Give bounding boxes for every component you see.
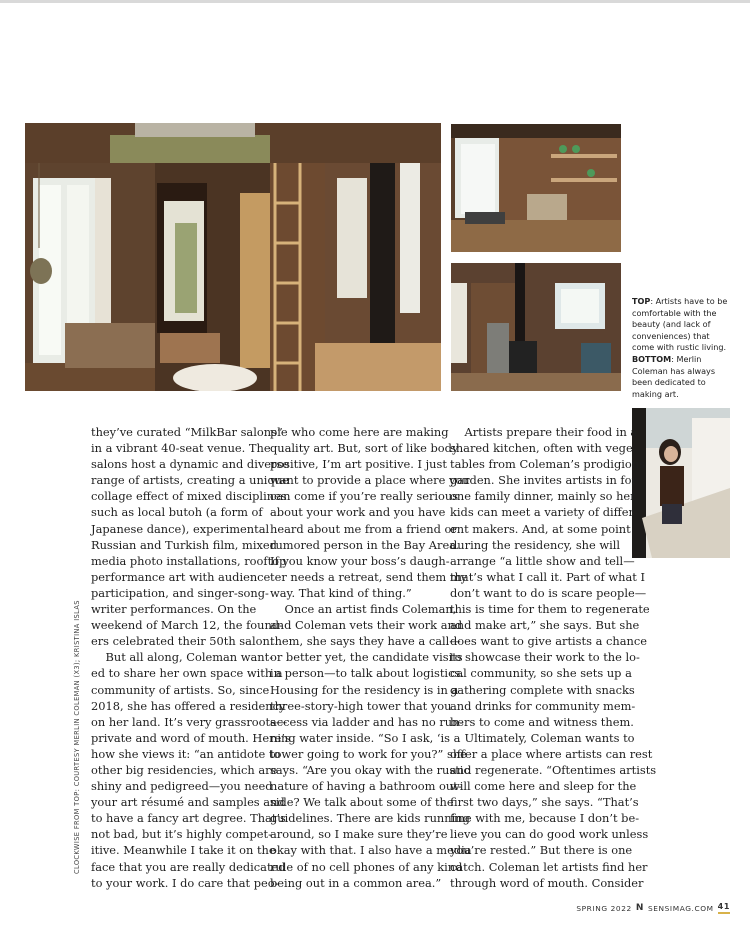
- article-line: Housing for the residency is in a: [270, 682, 459, 697]
- article-line: ter needs a retreat, send them my: [270, 569, 468, 584]
- article-line: to showcase their work to the lo-: [450, 650, 640, 665]
- article-line: ple who come here are making: [270, 425, 449, 439]
- article-line: first two days,” she says. “That’s: [450, 795, 639, 810]
- article-line: in person—to talk about logistics.: [270, 666, 464, 681]
- article-line: lieve you can do good work unless: [450, 827, 649, 842]
- article-line: tower going to work for you?” she: [270, 746, 467, 761]
- article-line: offer a place where artists can rest: [450, 746, 653, 761]
- article-line: garden. She invites artists in for: [450, 473, 637, 488]
- article-line: to your work. I do care that peo-: [91, 875, 279, 890]
- article-line: collage effect of mixed disciplines: [91, 489, 287, 504]
- article-line: side? We talk about some of the: [270, 795, 454, 810]
- article-line: will come here and sleep for the: [450, 779, 637, 794]
- article-line: through word of mouth. Consider: [450, 875, 644, 890]
- article-line: If you know your boss’s daugh-: [270, 553, 450, 568]
- article-line: private and word of mouth. Here’s: [91, 730, 291, 745]
- caption-bottom-text: : Merlin Coleman has always been dedicated to making art.: [632, 353, 716, 399]
- article-line: don’t want to do is scare people—: [450, 585, 647, 600]
- article-line: face that you are really dedicated: [91, 859, 286, 874]
- article-line: okay with that. I also have a media: [270, 843, 472, 858]
- tiny-house-interior-photo: [25, 123, 441, 391]
- caption-top-text: : Artists have to be comfortable with the beauty (and lack of conveniences) that come with rustic living.: [632, 296, 728, 353]
- article-line: shiny and pedigreed—you need: [91, 779, 273, 794]
- article-line: ning water inside. “So I ask, ‘is a: [270, 730, 461, 745]
- article-line: 2018, she has offered a residency: [91, 698, 286, 713]
- article-line: community of artists. So, since: [91, 682, 270, 697]
- article-line: your art résumé and samples and: [91, 795, 285, 810]
- article-line: that’s what I call it. Part of what I: [450, 569, 645, 584]
- article-line: other big residencies, which are: [91, 762, 278, 777]
- website-label: SENSIMAG.COM: [647, 903, 714, 913]
- article-column-3: [450, 424, 656, 891]
- article-line: around, so I make sure they’re: [270, 827, 448, 842]
- article-line: performance art with audience: [91, 569, 271, 584]
- caption-top-label: TOP: [632, 296, 651, 306]
- article-line: such as local butoh (a form of: [91, 505, 263, 520]
- article-line: heard about me from a friend or: [270, 521, 457, 536]
- article-line: on her land. It’s very grassroots—: [91, 714, 288, 729]
- article-line: But all along, Coleman want-: [91, 650, 274, 665]
- article-line: being out in a common area.”: [270, 875, 442, 890]
- article-line: Japanese dance), experimental: [91, 521, 270, 536]
- article-line: salons host a dynamic and diverse: [91, 457, 290, 472]
- article-line: says. “Are you okay with the rustic: [270, 762, 470, 777]
- top-rule: [0, 0, 750, 3]
- article-line: arrange “a little show and tell—: [450, 553, 635, 568]
- article-line: participation, and singer-song-: [91, 585, 269, 600]
- article-line: range of artists, creating a unique: [91, 473, 289, 488]
- article-column-2: [270, 424, 472, 891]
- article-line: can come if you’re really serious: [270, 489, 459, 504]
- article-line: catch. Coleman let artists find her: [450, 859, 648, 874]
- issue-label: SPRING 2022: [576, 903, 632, 913]
- kitchen-shelves-photo: [451, 124, 621, 252]
- article-line: kids can meet a variety of differ-: [450, 505, 638, 520]
- article-line: in a vibrant 40-seat venue. The: [91, 441, 271, 456]
- article-line: gathering complete with snacks: [450, 682, 635, 697]
- article-line: you’re rested.” But there is one: [450, 843, 633, 858]
- article-line: writer performances. On the: [91, 602, 257, 617]
- article-line: want to provide a place where you: [270, 473, 470, 488]
- sensi-logo-icon: N: [635, 903, 644, 913]
- article-line: weekend of March 12, the found-: [91, 618, 283, 633]
- article-line: this is time for them to regenerate: [450, 602, 650, 617]
- article-column-1: [91, 424, 291, 891]
- article-line: rule of no cell phones of any kind: [270, 859, 463, 874]
- article-line: during the residency, she will: [450, 537, 621, 552]
- article-line: one family dinner, mainly so her: [450, 489, 636, 504]
- article-line: Russian and Turkish film, mixed: [91, 537, 277, 552]
- article-line: fine with me, because I don’t be-: [450, 811, 640, 826]
- article-line: quality art. But, sort of like body: [270, 441, 459, 456]
- article-line: ent makers. And, at some point: [450, 521, 631, 536]
- article-line: media photo installations, rooftop: [91, 553, 287, 568]
- article-line: access via ladder and has no run-: [270, 714, 464, 729]
- article-line: ers celebrated their 50th salon.: [91, 634, 274, 649]
- article-line: and Coleman vets their work and: [270, 618, 463, 633]
- article-line: Artists prepare their food in a: [450, 425, 638, 439]
- article-line: them, she says they have a call—: [270, 634, 461, 649]
- article-line: and drinks for community mem-: [450, 698, 636, 713]
- article-line: rumored person in the Bay Area.: [270, 537, 460, 552]
- article-line: three-story-high tower that you: [270, 698, 452, 713]
- article-line: positive, I’m art positive. I just: [270, 457, 447, 472]
- article-line: and regenerate. “Oftentimes artists: [450, 762, 657, 777]
- article-line: Ultimately, Coleman wants to: [450, 730, 635, 745]
- photo-credit: CLOCKWISE FROM TOP: COURTESY MERLIN COLEMAN (X3); KRISTINA ISLAS: [73, 600, 81, 874]
- article-line: how she views it: “an antidote to: [91, 746, 281, 761]
- article-line: does want to give artists a chance: [450, 634, 647, 649]
- article-line: way. That kind of thing.”: [270, 585, 412, 600]
- article-line: and make art,” she says. But she: [450, 618, 640, 633]
- article-line: nature of having a bathroom out-: [270, 779, 462, 794]
- article-line: to have a fancy art degree. That’s: [91, 811, 286, 826]
- article-line: ed to share her own space with a: [91, 666, 283, 681]
- article-line: about your work and you have: [270, 505, 446, 520]
- article-line: itive. Meanwhile I take it on the: [91, 843, 276, 858]
- photo-caption: [632, 296, 732, 400]
- article-line: cal community, so she sets up a: [450, 666, 632, 681]
- article-line: tables from Coleman’s prodigious: [450, 457, 645, 472]
- article-line: shared kitchen, often with vege-: [450, 441, 637, 456]
- article-line: guidelines. There are kids running: [270, 811, 470, 826]
- article-line: Once an artist finds Coleman,: [270, 602, 457, 617]
- wood-stove-photo: [451, 263, 621, 391]
- article-line: or better yet, the candidate visits: [270, 650, 463, 665]
- article-line: not bad, but it’s highly compet-: [91, 827, 272, 842]
- caption-bottom-label: BOTTOM: [632, 353, 672, 364]
- page-footer: [576, 902, 730, 914]
- article-line: they’ve curated “MilkBar salons”: [91, 425, 283, 439]
- article-line: bers to come and witness them.: [450, 714, 634, 729]
- page-number: 41: [718, 902, 730, 914]
